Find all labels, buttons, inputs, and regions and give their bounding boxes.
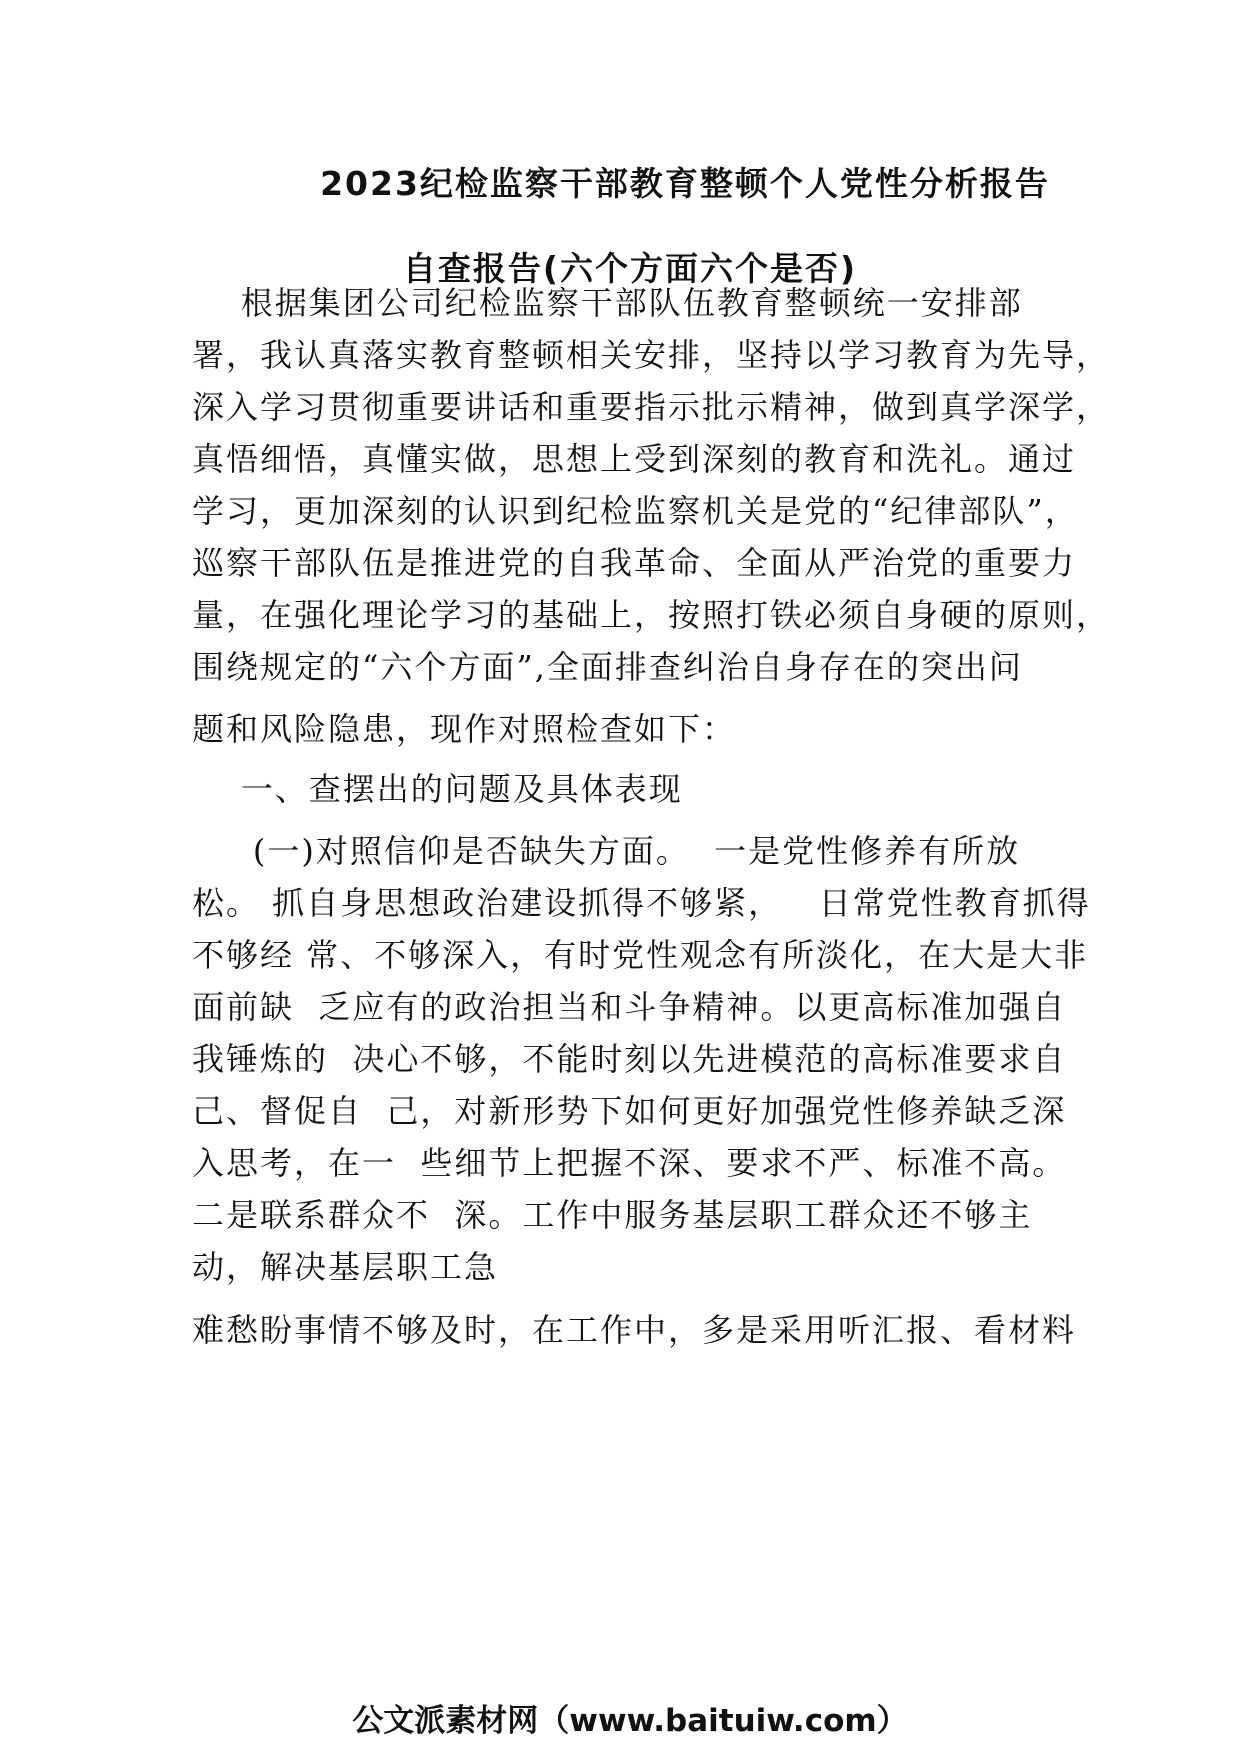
body-line-16: 己、督促自 己，对新形势下如何更好加强党性修养缺乏深: [192, 1092, 1067, 1130]
body-line-18: 二是联系群众不 深。工作中服务基层职工群众还不够主: [192, 1196, 1033, 1234]
body-line-6: 巡察干部队伍是推进党的自我革命、全面从严治党的重要力: [192, 544, 1077, 582]
body-line-15: 我锤炼的 决心不够，不能时刻以先进模范的高标准要求自: [192, 1040, 1067, 1078]
body-line-1: 根据集团公司纪检监察干部队伍教育整顿统一安排部: [192, 284, 1023, 322]
body-line-2: 署，我认真落实教育整顿相关安排，坚持以学习教育为先导，: [192, 336, 1111, 374]
body-line-17: 入思考，在一 些细节上把握不深、要求不严、标准不高。: [192, 1144, 1067, 1182]
section-heading-1: 一、查摆出的问题及具体表现: [192, 770, 683, 808]
body-line-8: 围绕规定的“六个方面”,全面排查纠治自身存在的突出问: [192, 648, 1023, 686]
body-line-11: (一)对照信仰是否缺失方面。 一是党性修养有所放: [192, 832, 1021, 870]
body-line-20: 难愁盼事情不够及时，在工作中，多是采用听汇报、看材料: [192, 1311, 1077, 1349]
body-line-19: 动，解决基层职工急: [192, 1248, 499, 1286]
body-line-12: 松。 抓自身思想政治建设抓得不够紧， 日常党性教育抓得: [192, 884, 1091, 922]
body-line-13: 不够经 常、不够深入，有时党性观念有所淡化，在大是大非: [192, 936, 1089, 974]
document-title-line-1: 2023纪检监察干部教育整顿个人党性分析报告: [320, 164, 1050, 203]
body-line-14: 面前缺 乏应有的政治担当和斗争精神。以更高标准加强自: [192, 988, 1067, 1026]
body-line-3: 深入学习贯彻重要讲话和重要指示批示精神，做到真学深学，: [192, 388, 1111, 426]
body-line-9: 题和风险隐患，现作对照检查如下：: [192, 710, 737, 748]
body-line-7: 量，在强化理论学习的基础上，按照打铁必须自身硬的原则，: [192, 596, 1111, 634]
document-title-line-2: 自查报告(六个方面六个是否): [402, 249, 858, 288]
body-line-4: 真悟细悟，真懂实做，思想上受到深刻的教育和洗礼。通过: [192, 440, 1077, 478]
body-line-5: 学习，更加深刻的认识到纪检监察机关是党的“纪律部队”，: [192, 492, 1079, 530]
footer-source: 公文派素材网（www.baituiw.com）: [352, 1703, 908, 1739]
